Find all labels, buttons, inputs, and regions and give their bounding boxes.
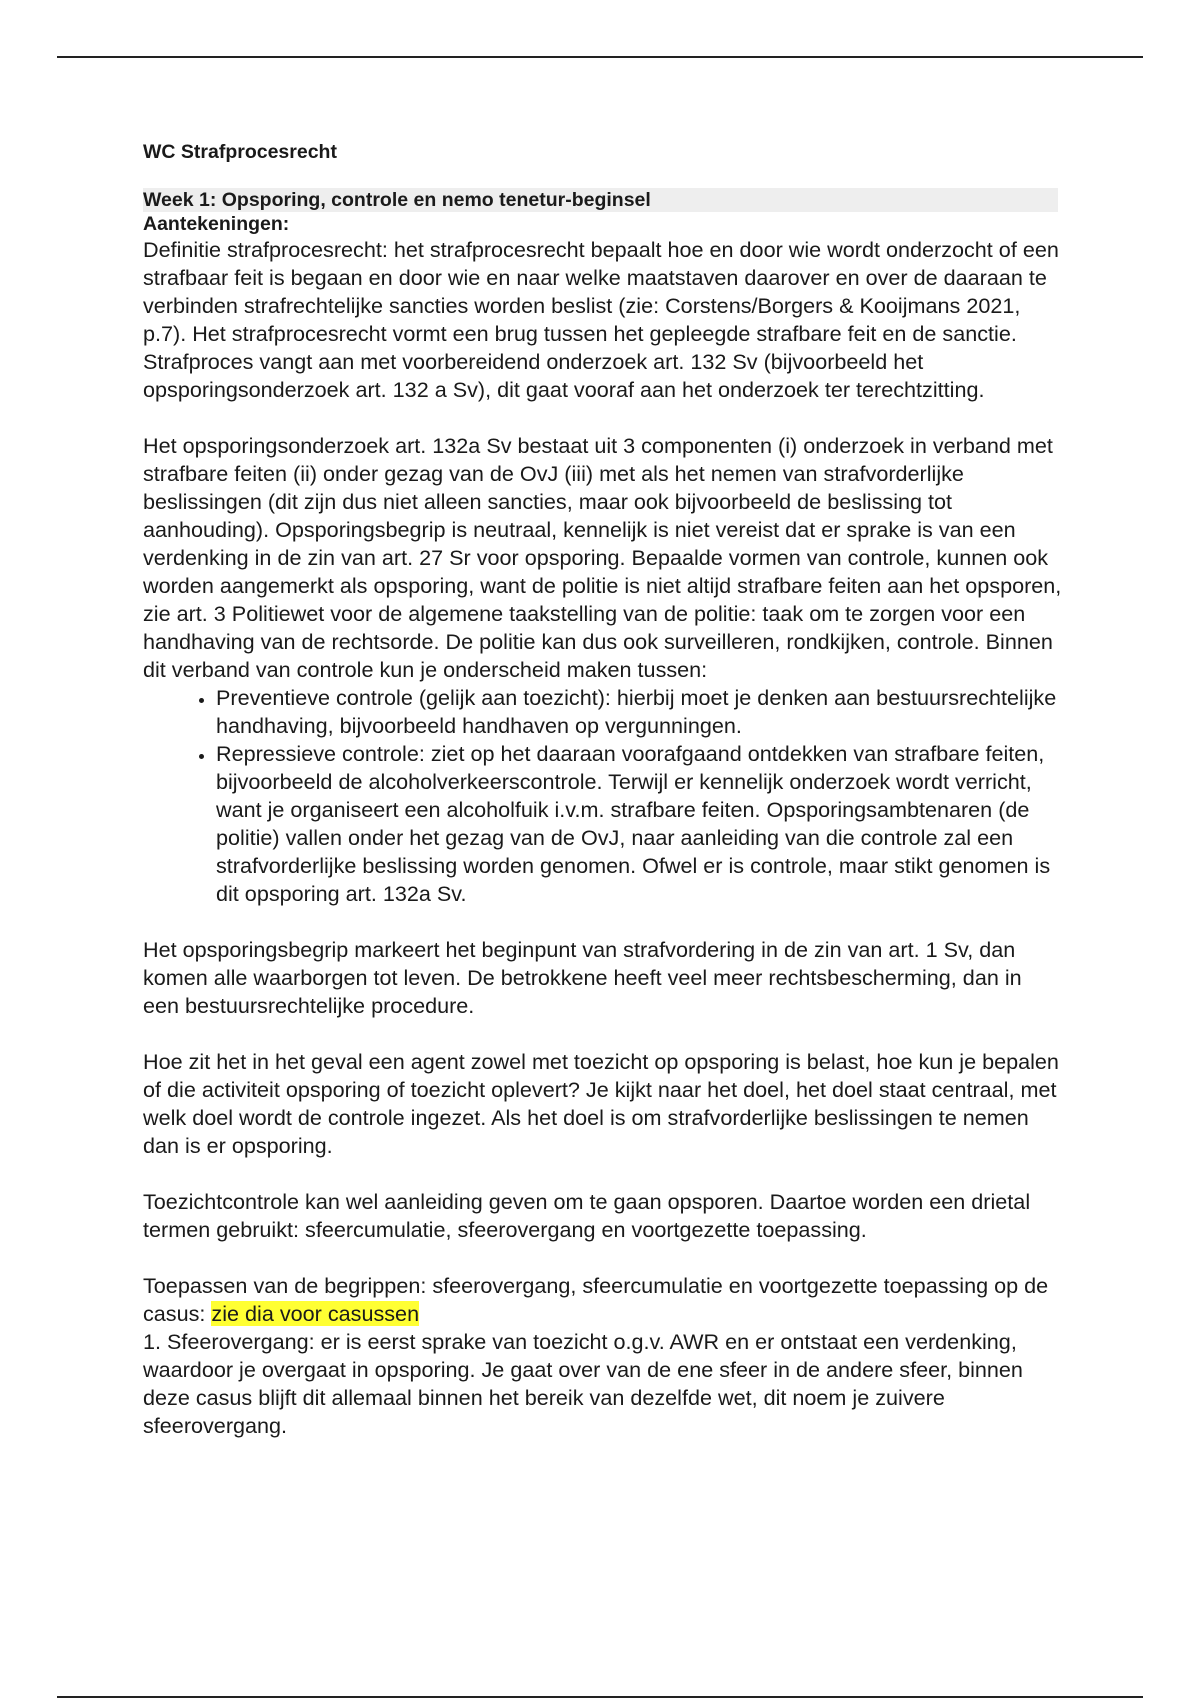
highlighted-note: zie dia voor casussen xyxy=(211,1301,420,1326)
paragraph-toepassen xyxy=(143,1272,1063,1328)
paragraph-sfeerovergang: 1. Sfeerovergang: er is eerst sprake van toezicht o.g.v. AWR en er ontstaat een verdenking, waardoor je overgaat in opsporing. Je gaat over van de ene sfeer in de andere sfeer, binnen deze casus blijft dit allemaal binnen het bereik van dezelfde wet, dit noem je zuivere sfeerovergang. xyxy=(143,1329,1023,1438)
paragraph-opsporingsonderzoek: Het opsporingsonderzoek art. 132a Sv bestaat uit 3 componenten (i) onderzoek in verband met strafbare feiten (ii) onder gezag van de OvJ (iii) met als het nemen van strafvorderlijke beslissingen (dit zijn dus niet alleen sancties, maar ook bijvoorbeeld de beslissing tot aanhouding). Opsporingsbegrip is neutraal, kennelijk is niet vereist dat er sprake is van een verdenking in de zin van art. 27 Sr voor opsporing. Bepaalde vormen van controle, kunnen ook worden aangemerkt als opsporing, want de politie is niet altijd strafbare feiten aan het opsporen, zie art. 3 Politiewet voor de algemene taakstelling van de politie: taak om te zorgen voor een handhaving van de rechtsorde. De politie kan dus ook surveilleren, rondkijken, controle. Binnen dit verband van controle kun je onderscheid maken tussen: xyxy=(143,433,1062,682)
footer-rule xyxy=(57,1696,1143,1698)
controle-list xyxy=(143,684,1063,908)
week-heading: Week 1: Opsporing, controle en nemo tenetur-beginsel xyxy=(143,188,1058,212)
list-item: • Preventieve controle (gelijk aan toezicht): hierbij moet je denken aan bestuursrechtelijke handhaving, bijvoorbeeld handhaven op vergunningen. xyxy=(216,684,1063,740)
list-item: • Repressieve controle: ziet op het daaraan voorafgaand ontdekken van strafbare feiten, bijvoorbeeld de alcoholverkeerscontrole. Terwijl er kennelijk onderzoek wordt verricht, want je organiseert een alcoholfuik i.v.m. strafbare feiten. Opsporingsambtenaren (de politie) vallen onder het gezag van de OvJ, naar aanleiding van die controle zal een strafvorderlijke beslissing worden genomen. Ofwel er is controle, maar stikt genomen is dit opsporing art. 132a Sv. xyxy=(216,740,1063,908)
document-body xyxy=(143,138,1063,1440)
paragraph-doel: Hoe zit het in het geval een agent zowel met toezicht op opsporing is belast, hoe kun je bepalen of die activiteit opsporing of toezicht oplevert? Je kijkt naar het doel, het doel staat centraal, met welk doel wordt de controle ingezet. Als het doel is om strafvorderlijke beslissingen te nemen dan is er opsporing. xyxy=(143,1049,1059,1158)
paragraph-opsporingsbegrip: Het opsporingsbegrip markeert het beginpunt van strafvordering in de zin van art. 1 Sv, dan komen alle waarborgen tot leven. De betrokkene heeft veel meer rechtsbescherming, dan in een bestuursrechtelijke procedure. xyxy=(143,937,1022,1018)
header-rule xyxy=(57,56,1143,58)
toepassen-text: Toepassen van de begrippen: sfeerovergang, sfeercumulatie en voortgezette toepassing op de casus: xyxy=(143,1273,1049,1326)
paragraph-definition: Definitie strafprocesrecht: het strafprocesrecht bepaalt hoe en door wie wordt onderzocht of een strafbaar feit is begaan en door wie en naar welke maatstaven daarover en over de daaraan te verbinden strafrechtelijke sancties worden beslist (zie: Corstens/Borgers & Kooijmans 2021, p.7). Het strafprocesrecht vormt een brug tussen het gepleegde strafbare feit en de sanctie. Strafproces vangt aan met voorbereidend onderzoek art. 132 Sv (bijvoorbeeld het opsporingsonderzoek art. 132 a Sv), dit gaat vooraf aan het onderzoek ter terechtzitting. xyxy=(143,237,1059,402)
paragraph-toezichtcontrole: Toezichtcontrole kan wel aanleiding geven om te gaan opsporen. Daartoe worden een drietal termen gebruikt: sfeercumulatie, sfeerovergang en voortgezette toepassing. xyxy=(143,1189,1031,1242)
notes-label: Aantekeningen: xyxy=(143,213,290,235)
document-title: WC Strafprocesrecht xyxy=(143,141,337,163)
